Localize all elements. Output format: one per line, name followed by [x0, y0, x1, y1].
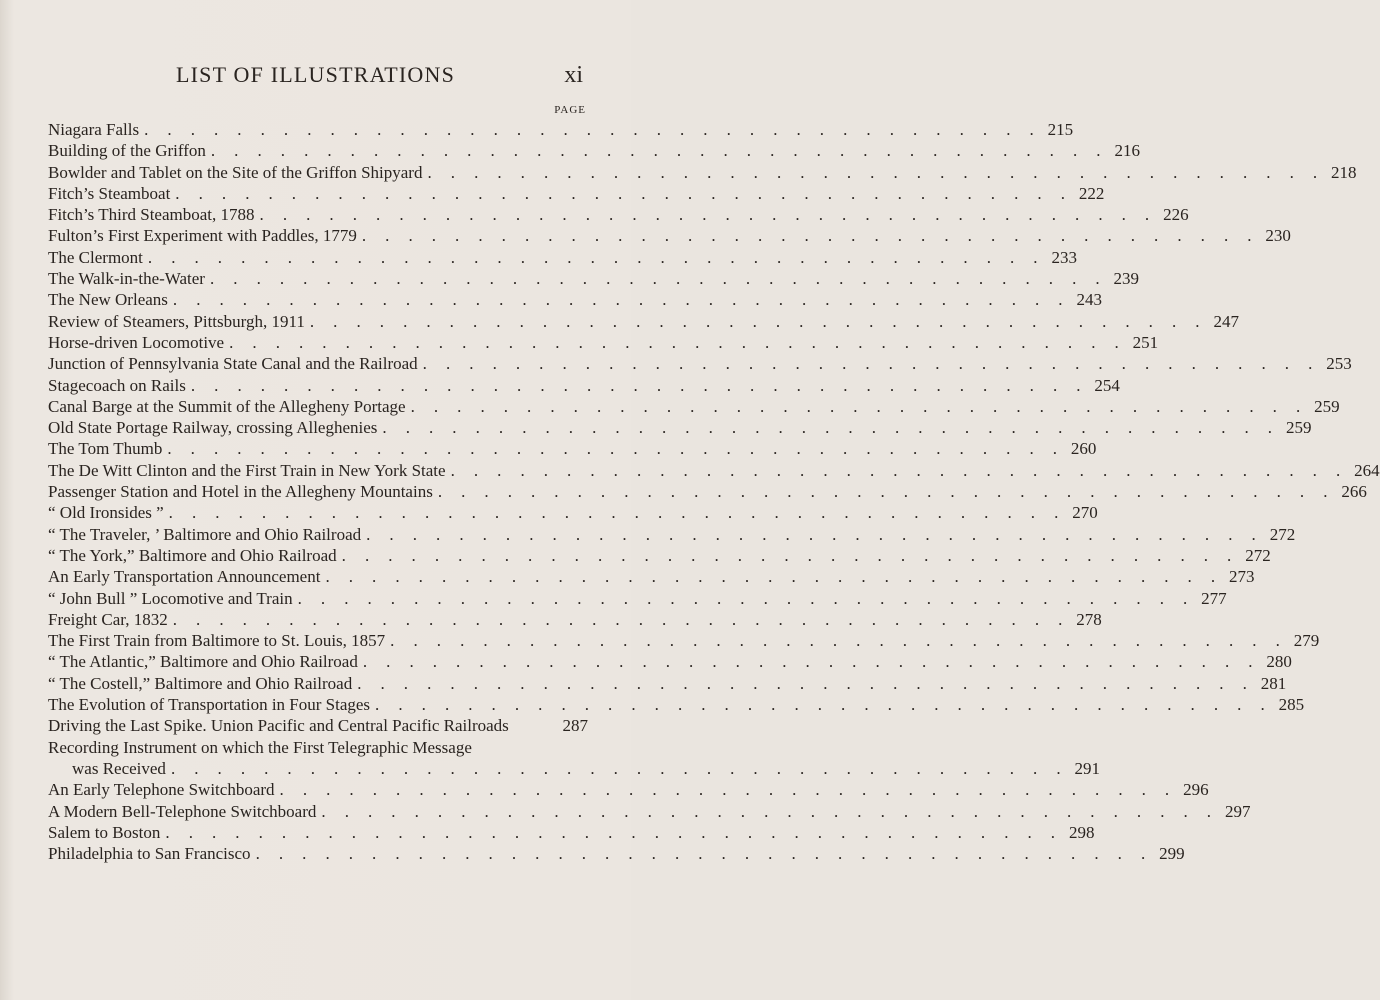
illustration-page-number: 279 [1293, 631, 1320, 651]
page-number-roman: xi [564, 62, 583, 88]
page-column-label: PAGE [554, 104, 586, 116]
dot-leader: . . . . . . . . . . . . . . . . . . . . . . . . . . . . . . . . . . . . . . . [147, 247, 1045, 267]
list-item [48, 353, 1352, 374]
illustration-title: “ The York,” Baltimore and Ohio Railroad [48, 545, 337, 565]
illustration-page-number: 218 [1331, 162, 1357, 182]
list-item [48, 843, 1185, 864]
list-item [48, 758, 1100, 779]
dot-leader: . . . . . . . . . . . . . . . . . . . . . . . . . . . . . . . . . . . . . . . [259, 205, 1157, 225]
illustration-title: was Received [72, 758, 166, 778]
list-item [48, 609, 1102, 630]
illustration-title: Old State Portage Railway, crossing Alleghenies [48, 418, 378, 438]
illustration-title: Salem to Boston [48, 822, 161, 842]
illustration-title: Stagecoach on Rails [48, 375, 186, 395]
illustration-page-number: 272 [1245, 545, 1271, 565]
list-item [48, 417, 1312, 438]
illustration-page-number: 270 [1072, 503, 1098, 523]
dot-leader: . . . . . . . . . . . . . . . . . . . . . . . . . . . . . . . . . . . . . . . [279, 780, 1177, 800]
list-item [48, 375, 1120, 396]
list-item [48, 566, 1255, 587]
illustration-title: The First Train from Baltimore to St. Louis, 1857 [48, 631, 386, 651]
illustration-page-number: 233 [1051, 247, 1077, 267]
list-item [48, 545, 1271, 566]
illustration-title: Junction of Pennsylvania State Canal and the Railroad [48, 354, 418, 374]
illustration-title: Freight Car, 1832 [48, 609, 168, 629]
illustration-title: Fitch’s Third Steamboat, 1788 [48, 205, 255, 225]
list-item [48, 481, 1367, 502]
dot-leader: . . . . . . . . . . . . . . . . . . . . . . . . . . . . . . . . . . . . . . . [309, 311, 1207, 331]
dot-leader: . . . . . . . . . . . . . . . . . . . . . . . . . . . . . . . . . . . . . . . [366, 524, 1264, 544]
list-item [48, 162, 1357, 183]
illustration-title: Fulton’s First Experiment with Paddles, 1779 [48, 226, 357, 246]
illustration-page-number: 287 [562, 716, 588, 736]
illustration-title: A Modern Bell-Telephone Switchboard [48, 801, 317, 821]
list-item [48, 268, 1140, 289]
dot-leader: . . . . . . . . . . . . . . . . . . . . . . . . . . . . . . . . . . . . . . . [229, 332, 1127, 352]
illustration-page-number: 259 [1314, 396, 1340, 416]
illustration-page-number: 278 [1076, 609, 1102, 629]
dot-leader: . . . . . . . . . . . . . . . . . . . . . . . . . . . . . . . . . . . . . . . [362, 652, 1260, 672]
illustration-page-number: 254 [1094, 375, 1120, 395]
illustration-title: “ John Bull ” Locomotive and Train [48, 588, 293, 608]
illustration-page-number: 280 [1266, 652, 1292, 672]
illustration-page-number: 291 [1074, 758, 1100, 778]
dot-leader: . . . . . . . . . . . . . . . . . . . . . . . . . . . . . . . . . . . . . . . [382, 418, 1280, 438]
illustration-title: The Clermont [48, 247, 143, 267]
illustration-page-number: 239 [1113, 269, 1140, 289]
list-item [48, 694, 1305, 715]
list-item [48, 801, 1251, 822]
dot-leader: . . . . . . . . . . . . . . . . . . . . . . . . . . . . . . . . . . . . . . . [410, 396, 1308, 416]
illustration-page-number: 272 [1269, 524, 1296, 544]
illustration-title: The Evolution of Transportation in Four Stages [48, 695, 371, 715]
list-item [48, 779, 1209, 800]
dot-leader: . . . . . . . . . . . . . . . . . . . . . . . . . . . . . . . . . . . . . . . [175, 183, 1073, 203]
list-item [48, 119, 1074, 140]
illustration-page-number: 251 [1132, 332, 1159, 352]
dot-leader: . . . . . . . . . . . . . . . . . . . . . . . . . . . . . . . . . . . . . . . [168, 503, 1066, 523]
list-item [48, 225, 1291, 246]
illustration-title: Driving the Last Spike. Union Pacific and Central Pacific Railroads [48, 716, 509, 736]
illustration-page-number: 297 [1224, 801, 1251, 821]
list-item [48, 438, 1097, 459]
illustration-title: The New Orleans [48, 290, 168, 310]
list-item [48, 140, 1140, 161]
list-item [48, 311, 1239, 332]
list-item [48, 715, 588, 736]
illustration-title: Bowlder and Tablet on the Site of the Griffon Shipyard [48, 162, 423, 182]
illustration-page-number: 226 [1163, 205, 1189, 225]
dot-leader: . . . . . . . . . . . . . . . . . . . . . . . . . . . . . . . . . . . . . . . [210, 141, 1108, 161]
list-item [48, 737, 588, 758]
illustration-page-number: 253 [1326, 354, 1352, 374]
illustration-page-number: 264 [1354, 460, 1380, 480]
illustration-title: “ The Atlantic,” Baltimore and Ohio Railroad [48, 652, 358, 672]
illustration-title: Passenger Station and Hotel in the Allegheny Mountains [48, 482, 433, 502]
illustration-title: “ Old Ironsides ” [48, 503, 164, 523]
illustration-title: “ The Costell,” Baltimore and Ohio Railroad [48, 673, 353, 693]
dot-leader: . . . . . . . . . . . . . . . . . . . . . . . . . . . . . . . . . . . . . . . [190, 375, 1088, 395]
illustration-title: An Early Telephone Switchboard [48, 780, 275, 800]
illustration-page-number: 266 [1341, 482, 1367, 502]
list-item [48, 247, 1077, 268]
list-item [48, 204, 1189, 225]
running-title: LIST OF ILLUSTRATIONS [175, 62, 456, 87]
dot-leader: . . . . . . . . . . . . . . . . . . . . . . . . . . . . . . . . . . . . . . . [375, 695, 1273, 715]
illustration-page-number: 296 [1183, 780, 1209, 800]
dot-leader: . . . . . . . . . . . . . . . . . . . . . . . . . . . . . . . . . . . . . . . [170, 758, 1068, 778]
illustration-title: The De Witt Clinton and the First Train in New York State [48, 460, 446, 480]
illustration-title: Building of the Griffon [48, 141, 206, 161]
illustration-page-number: 215 [1047, 120, 1074, 139]
dot-leader: . . . . . . . . . . . . . . . . . . . . . . . . . . . . . . . . . . . . . . . [167, 439, 1065, 459]
dot-leader: . . . . . . . . . . . . . . . . . . . . . . . . . . . . . . . . . . . . . . . [422, 354, 1320, 374]
dot-leader: . . . . . . . . . . . . . . . . . . . . . . . . . . . . . . . . . . . . . . . [357, 673, 1255, 693]
illustration-title: Recording Instrument on which the First Telegraphic Message [48, 737, 472, 757]
list-item [48, 524, 1296, 545]
illustration-page-number: 243 [1076, 290, 1102, 310]
illustration-title: Horse-driven Locomotive [48, 332, 225, 352]
list-item [48, 183, 1105, 204]
list-item [48, 822, 1095, 843]
illustration-page-number: 222 [1078, 183, 1105, 203]
dot-leader: . . . . . . . . . . . . . . . . . . . . . . . . . . . . . . . . . . . . . . . [390, 631, 1288, 651]
illustration-title: The Tom Thumb [48, 439, 163, 459]
illustration-page-number: 277 [1201, 588, 1227, 608]
illustration-title: Review of Steamers, Pittsburgh, 1911 [48, 311, 305, 331]
illustration-title: Fitch’s Steamboat [48, 183, 171, 203]
list-item [48, 460, 1380, 481]
list-item [48, 289, 1102, 310]
illustration-title: Canal Barge at the Summit of the Allegheny Portage [48, 396, 406, 416]
list-item [48, 396, 1340, 417]
dot-leader: . . . . . . . . . . . . . . . . . . . . . . . . . . . . . . . . . . . . . . . [209, 269, 1108, 289]
illustration-page-number: 273 [1229, 567, 1255, 587]
illustration-title: An Early Transportation Announcement [48, 567, 321, 587]
list-item [48, 502, 1098, 523]
dot-leader: . . . . . . . . . . . . . . . . . . . . . . . . . . . . . . . . . . . . . . . [437, 482, 1335, 502]
list-item [48, 673, 1287, 694]
list-item [48, 630, 1320, 651]
illustration-page-number: 298 [1068, 822, 1095, 842]
illustration-page-number: 281 [1260, 673, 1287, 693]
illustration-page-number: 260 [1070, 439, 1097, 459]
illustration-page-number: 285 [1278, 695, 1305, 715]
illustration-title: Niagara Falls [48, 120, 140, 139]
illustration-page-number: 299 [1159, 844, 1185, 864]
dot-leader: . . . . . . . . . . . . . . . . . . . . . . . . . . . . . . . . . . . . . . . [427, 162, 1325, 182]
dot-leader: . . . . . . . . . . . . . . . . . . . . . . . . . . . . . . . . . . . . . . . [255, 844, 1153, 864]
dot-leader: . . . . . . . . . . . . . . . . . . . . . . . . . . . . . . . . . . . . . . . [165, 822, 1063, 842]
dot-leader: . . . . . . . . . . . . . . . . . . . . . . . . . . . . . . . . . . . . . . . [361, 226, 1259, 246]
illustration-page-number: 216 [1114, 141, 1140, 161]
dot-leader: . . . . . . . . . . . . . . . . . . . . . . . . . . . . . . . . . . . . . . . [341, 545, 1239, 565]
dot-leader: . . . . . . . . . . . . . . . . . . . . . . . . . . . . . . . . . . . . . . . [325, 567, 1223, 587]
list-item [48, 651, 1292, 672]
illustration-title: Philadelphia to San Francisco [48, 844, 251, 864]
dot-leader: . . . . . . . . . . . . . . . . . . . . . . . . . . . . . . . . . . . . . . . [172, 609, 1070, 629]
illustration-title: “ The Traveler, ’ Baltimore and Ohio Railroad [48, 524, 362, 544]
dot-leader: . . . . . . . . . . . . . . . . . . . . . . . . . . . . . . . . . . . . . . . [321, 801, 1219, 821]
illustration-title: The Walk-in-the-Water [48, 269, 205, 289]
illustration-page-number: 259 [1285, 418, 1312, 438]
list-item [48, 332, 1159, 353]
dot-leader: . . . . . . . . . . . . . . . . . . . . . . . . . . . . . . . . . . . . . . . [450, 460, 1348, 480]
dot-leader: . . . . . . . . . . . . . . . . . . . . . . . . . . . . . . . . . . . . . . . [144, 120, 1042, 139]
dot-leader: . . . . . . . . . . . . . . . . . . . . . . . . . . . . . . . . . . . . . . . [172, 290, 1070, 310]
illustrations-list [48, 119, 1380, 864]
dot-leader: . . . . . . . . . . . . . . . . . . . . . . . . . . . . . . . . . . . . . . . [297, 588, 1195, 608]
illustration-page-number: 230 [1265, 226, 1291, 246]
illustration-page-number: 247 [1213, 311, 1239, 331]
list-item [48, 588, 1227, 609]
page-header [48, 62, 583, 98]
